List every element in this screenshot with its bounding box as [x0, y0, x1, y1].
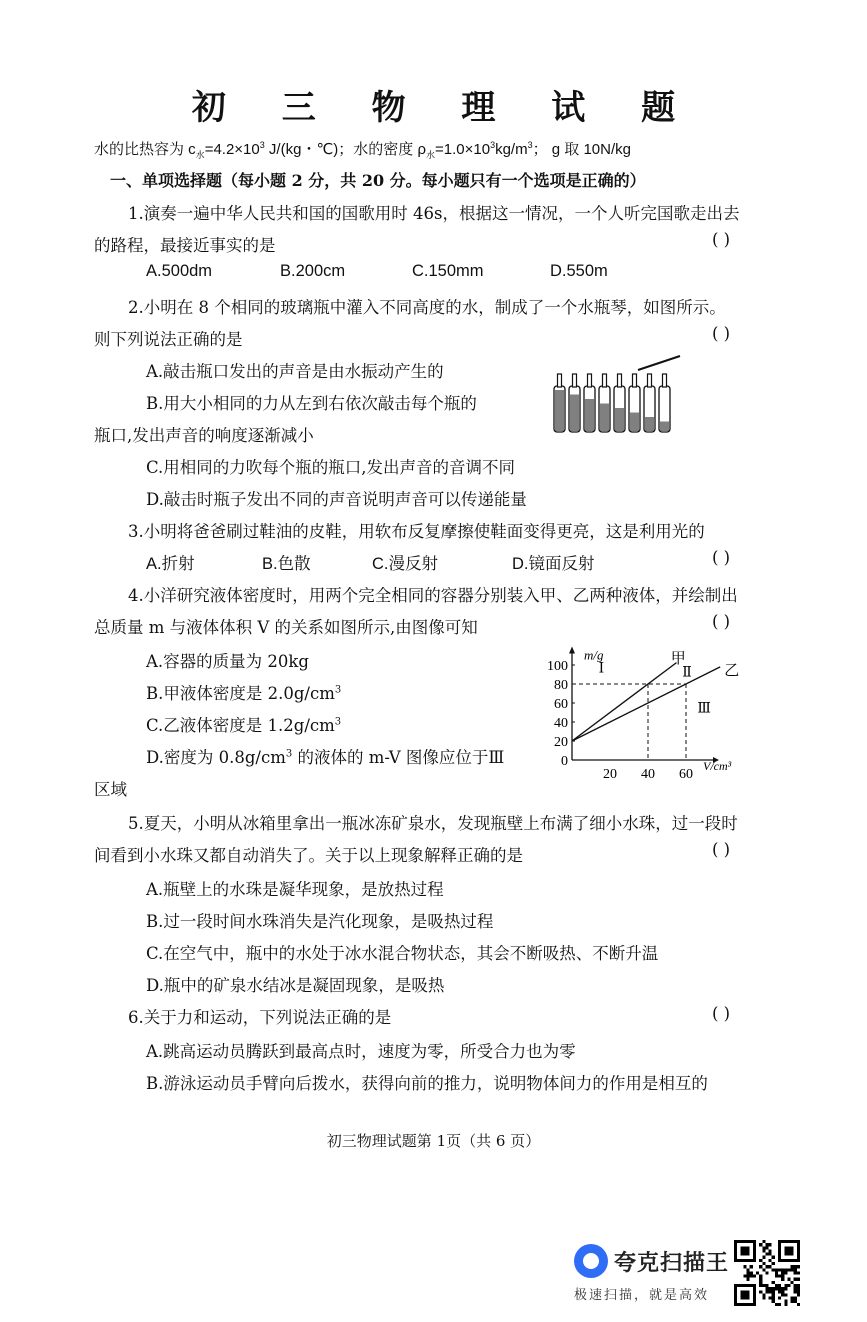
bottle: [644, 374, 655, 432]
q4-stem-line1: 4.小洋研究液体密度时，用两个完全相同的容器分别装入甲、乙两种液体，并绘制出: [128, 586, 738, 605]
x-tick-label: 20: [603, 767, 617, 782]
q1-answer-blank: ( ): [712, 230, 731, 249]
region-label: Ⅱ: [682, 664, 692, 681]
q4-stem-line2: 总质量 m 与液体体积 V 的关系如图所示,由图像可知: [94, 618, 478, 637]
q2-stem-line1: 2.小明在 8 个相同的玻璃瓶中灌入不同高度的水，制成了一个水瓶琴，如图所示。: [128, 298, 726, 317]
y-tick-label: 60: [554, 697, 568, 712]
section-heading: 一、单项选择题（每小题 2 分，共 20 分。每小题只有一个选项是正确的）: [110, 171, 646, 190]
q6-option-b: B.游泳运动员手臂向后拨水，获得向前的推力，说明物体间力的作用是相互的: [146, 1074, 708, 1093]
q1-stem-line2: 的路程，最接近事实的是: [94, 236, 276, 255]
q1-option-a: A.500dm: [146, 262, 213, 280]
q2-option-b-line1: B.用大小相同的力从左到右依次敲击每个瓶的: [146, 394, 477, 413]
brand-tagline: 极速扫描，就是高效: [574, 1288, 710, 1303]
q4-option-c: C.乙液体密度是 $1.2g/cm^3$: [146, 716, 342, 735]
x-tick-label: 40: [641, 767, 655, 782]
series-label: 甲: [670, 648, 686, 667]
q1-option-c: C.150mm: [412, 262, 484, 280]
mass-volume-chart: [540, 636, 770, 786]
y-tick-label: 40: [554, 716, 568, 731]
q4-option-d: D.密度为 $0.8g/cm^3$ 的液体的 m-V 图像应位于Ⅲ: [146, 748, 505, 767]
bottle: [629, 374, 640, 432]
brand-logo-icon: [574, 1244, 608, 1278]
q1-option-b: B.200cm: [280, 262, 346, 280]
q5-stem-line2: 间看到小水珠又都自动消失了。关于以上现象解释正确的是: [94, 846, 523, 865]
y-axis-label: m/g: [584, 647, 604, 663]
page-footer: 初三物理试题第 1页（共 6 页）: [326, 1132, 541, 1150]
q1-stem-line1: 1.演奏一遍中华人民共和国的国歌用时 46s，根据这一情况，一个人听完国歌走出去: [128, 204, 740, 223]
bottle: [614, 374, 625, 432]
q6-answer-blank: ( ): [712, 1004, 731, 1023]
bottle: [599, 374, 610, 432]
bottle: [554, 374, 565, 432]
page-title: 初 三 物 理 试 题: [191, 88, 698, 128]
q4-option-d-line2: 区域: [94, 780, 127, 799]
q2-stem-line2: 则下列说法正确的是: [94, 330, 243, 349]
q5-answer-blank: ( ): [712, 840, 731, 859]
region-label: Ⅲ: [697, 700, 711, 717]
q4-answer-blank: ( ): [712, 612, 731, 631]
water-bottles-figure: [548, 350, 688, 434]
qr-code-icon: [734, 1240, 800, 1306]
constants-line: 水的比热容为 $c_水=4.2\times 10^3$ J/(kg・℃)；水的密度 $\rho_水=1.0\times 10^3kg/m^3$； g 取 10N/kg: [94, 140, 631, 160]
q3-stem: 3.小明将爸爸刷过鞋油的皮鞋，用软布反复摩擦使鞋面变得更亮，这是利用光的: [128, 522, 705, 541]
q6-option-a: A.跳高运动员腾跃到最高点时，速度为零，所受合力也为零: [146, 1042, 576, 1061]
q3-option-b: B.色散: [262, 555, 311, 573]
x-axis-label: V/cm³: [703, 759, 732, 773]
q2-answer-blank: ( ): [712, 324, 731, 343]
q5-option-d: D.瓶中的矿泉水结冰是凝固现象，是吸热: [146, 976, 445, 995]
series-label: 乙: [724, 660, 740, 679]
q5-option-b: B.过一段时间水珠消失是汽化现象，是吸热过程: [146, 912, 494, 931]
x-tick-label: 60: [679, 767, 693, 782]
y-tick-label: 20: [554, 735, 568, 750]
q5-option-a: A.瓶壁上的水珠是凝华现象，是放热过程: [146, 880, 444, 899]
q3-option-c: C.漫反射: [372, 555, 438, 573]
striker-stick: [638, 356, 680, 370]
bottle-group: [554, 374, 670, 432]
q5-option-c: C.在空气中，瓶中的水处于冰水混合物状态，其会不断吸热、不断升温: [146, 944, 659, 963]
y-tick-label: 100: [547, 659, 568, 674]
q3-answer-blank: ( ): [712, 548, 731, 567]
bottle: [584, 374, 595, 432]
q4-option-b: B.甲液体密度是 $2.0g/cm^3$: [146, 684, 342, 703]
brand-name: 夸克扫描王: [614, 1251, 730, 1276]
q3-option-a: A.折射: [146, 555, 195, 573]
q4-option-a: A.容器的质量为 20kg: [146, 652, 309, 671]
q6-stem: 6.关于力和运动，下列说法正确的是: [128, 1008, 392, 1027]
region-label: Ⅰ: [598, 660, 605, 677]
q2-option-d: D.敲击时瓶子发出不同的声音说明声音可以传递能量: [146, 490, 527, 509]
y-tick-label: 80: [554, 678, 568, 693]
q1-option-d: D.550m: [550, 262, 608, 280]
q2-option-b-line2: 瓶口,发出声音的响度逐渐减小: [94, 426, 314, 445]
q3-option-d: D.镜面反射: [512, 555, 595, 573]
series-line: [572, 660, 677, 741]
bottle: [569, 374, 580, 432]
q2-option-c: C.用相同的力吹每个瓶的瓶口,发出声音的音调不同: [146, 458, 516, 477]
q5-stem-line1: 5.夏天，小明从冰箱里拿出一瓶冰冻矿泉水，发现瓶壁上布满了细小水珠，过一段时: [128, 814, 738, 833]
y-tick-label: 0: [561, 754, 568, 769]
q2-option-a: A.敲击瓶口发出的声音是由水振动产生的: [146, 362, 444, 381]
bottle: [659, 374, 670, 432]
y-axis-arrow: [569, 647, 575, 654]
